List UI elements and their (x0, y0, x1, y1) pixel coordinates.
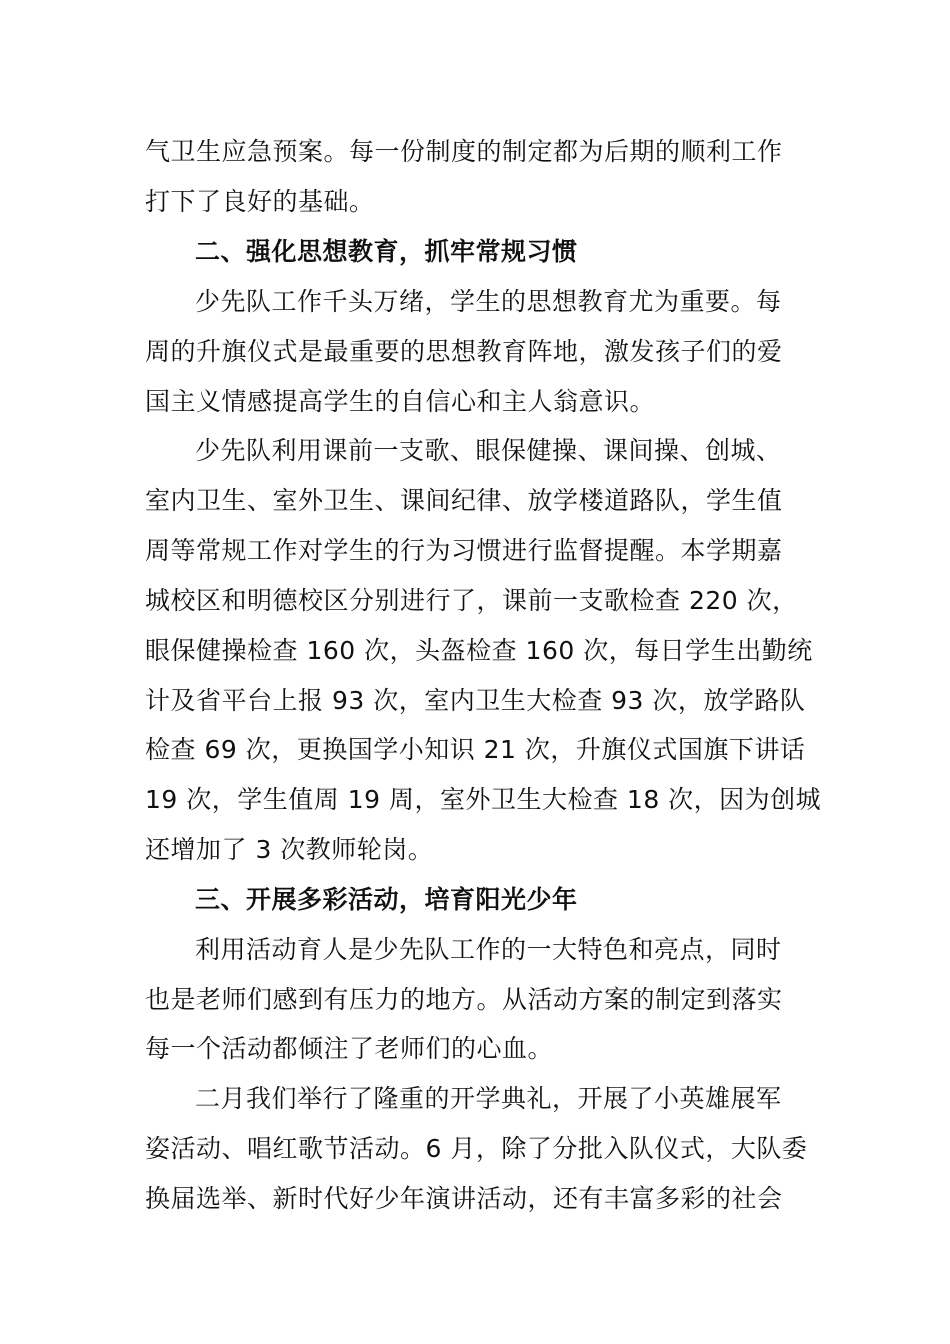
body-text-line: 周的升旗仪式是最重要的思想教育阵地，激发孩子们的爱 (145, 337, 783, 366)
body-text-line: 城校区和明德校区分别进行了，课前一支歌检查 220 次， (145, 586, 798, 615)
body-text-line: 19 次，学生值周 19 周，室外卫生大检查 18 次，因为创城 (145, 785, 822, 814)
body-text-line: 打下了良好的基础。 (145, 187, 375, 216)
body-text-line: 利用活动育人是少先队工作的一大特色和亮点，同时 (195, 935, 782, 964)
body-text-line: 少先队工作千头万绪，学生的思想教育尤为重要。每 (195, 287, 782, 316)
body-text-line: 还增加了 3 次教师轮岗。 (145, 835, 434, 864)
section-heading: 三、开展多彩活动，培育阳光少年 (195, 885, 578, 914)
body-text-line: 姿活动、唱红歌节活动。6 月，除了分批入队仪式，大队委 (145, 1134, 808, 1163)
body-text-line: 少先队利用课前一支歌、眼保健操、课间操、创城、 (195, 436, 782, 465)
body-text-line: 眼保健操检查 160 次，头盔检查 160 次，每日学生出勤统 (145, 636, 813, 665)
body-text-line: 每一个活动都倾注了老师们的心血。 (145, 1034, 554, 1063)
body-text-line: 检查 69 次，更换国学小知识 21 次，升旗仪式国旗下讲话 (145, 735, 806, 764)
section-heading: 二、强化思想教育，抓牢常规习惯 (195, 237, 578, 266)
body-text-line: 气卫生应急预案。每一份制度的制定都为后期的顺利工作 (145, 137, 783, 166)
body-text-line: 室内卫生、室外卫生、课间纪律、放学楼道路队，学生值 (145, 486, 783, 515)
body-text-line: 也是老师们感到有压力的地方。从活动方案的制定到落实 (145, 985, 783, 1014)
body-text-line: 计及省平台上报 93 次，室内卫生大检查 93 次，放学路队 (145, 686, 806, 715)
body-text-line: 周等常规工作对学生的行为习惯进行监督提醒。本学期嘉 (145, 536, 783, 565)
body-text-line: 换届选举、新时代好少年演讲活动，还有丰富多彩的社会 (145, 1184, 783, 1213)
body-text-line: 国主义情感提高学生的自信心和主人翁意识。 (145, 387, 656, 416)
body-text-line: 二月我们举行了隆重的开学典礼，开展了小英雄展军 (195, 1084, 782, 1113)
